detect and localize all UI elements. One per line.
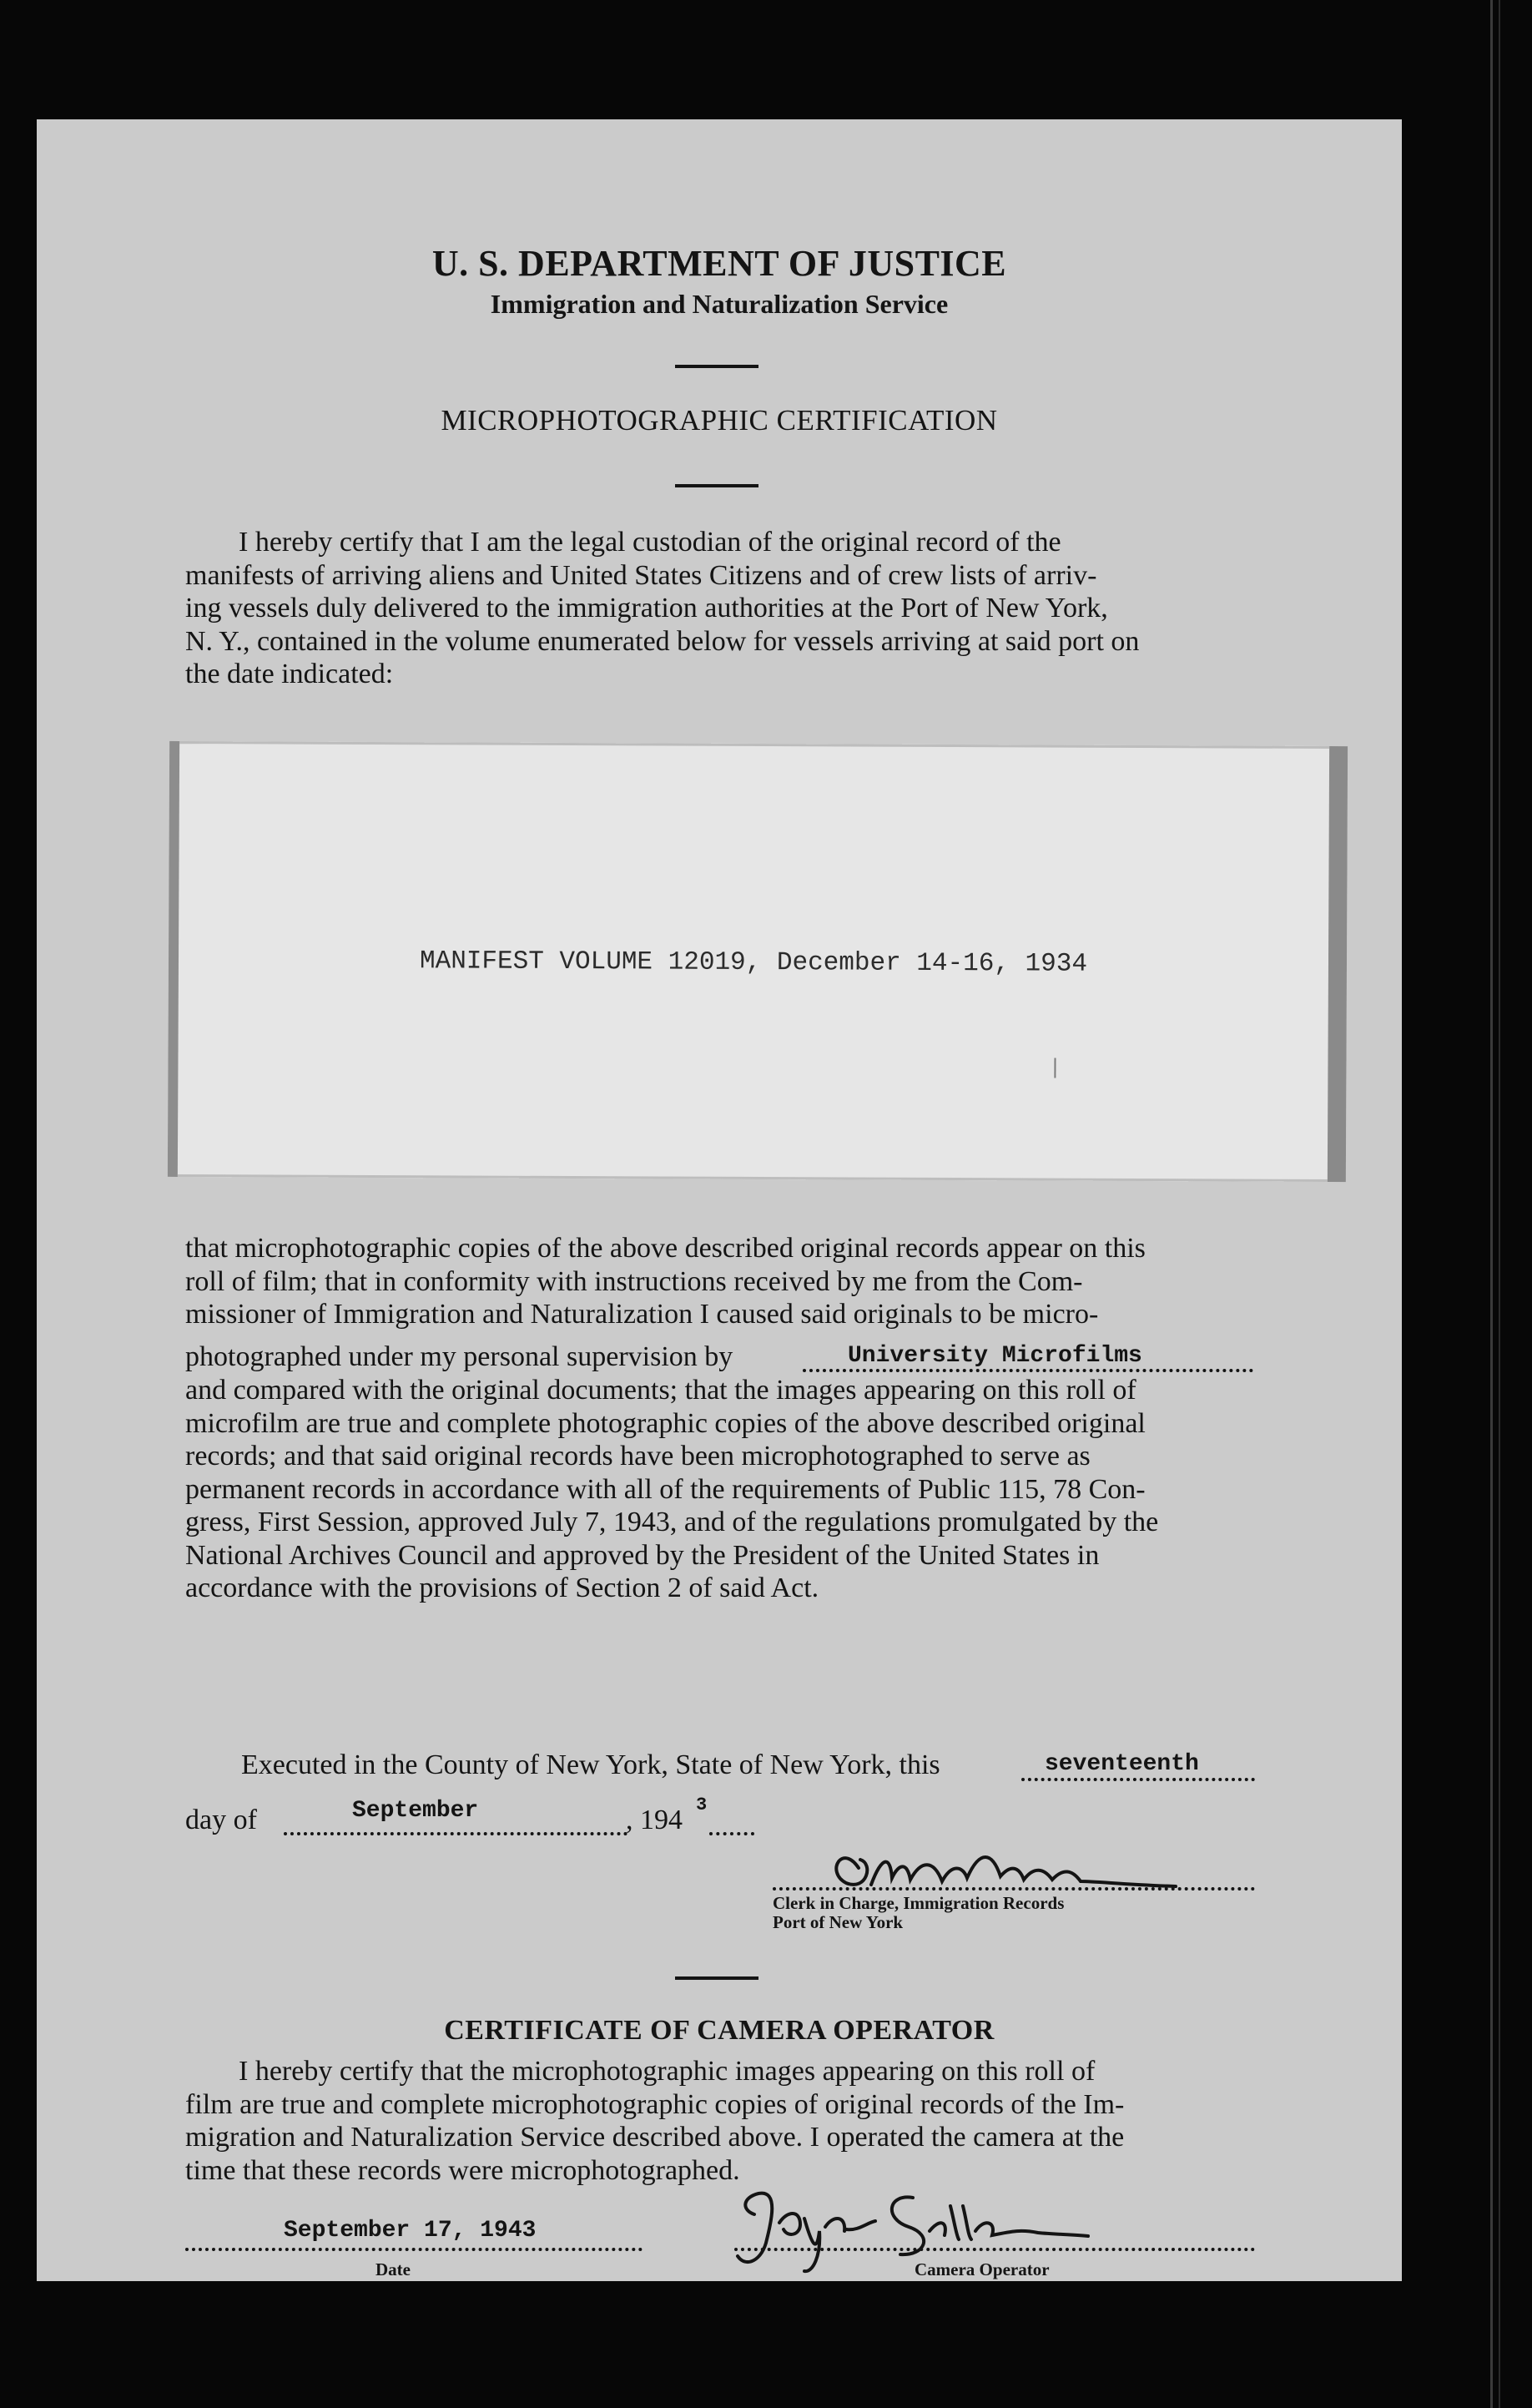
body-line: missioner of Immigration and Naturalization I caused said originals to be micro-: [185, 1299, 1099, 1330]
clerk-office: Port of New York: [773, 1912, 904, 1932]
body-line: roll of film; that in conformity with instructions received by me from the Com-: [185, 1265, 1083, 1297]
statement-line: ing vessels duly delivered to the immigration authorities at the Port of New York,: [185, 593, 1108, 623]
operator-label: Camera Operator: [915, 2259, 1050, 2279]
body-line: that microphotographic copies of the above described original records appear on this: [185, 1233, 1146, 1264]
camera-line: migration and Naturalization Service described above. I operated the camera at the: [185, 2122, 1125, 2153]
film-edge-line: [1499, 0, 1500, 2408]
month-blank: [284, 1832, 627, 1835]
year-digit: 3: [696, 1795, 708, 1815]
certificate-sheet: [37, 119, 1402, 2281]
card-mark: [1054, 1058, 1056, 1078]
day-of-label: day of: [185, 1805, 257, 1835]
body-line: accordance with the provisions of Section 2 of said Act.: [185, 1573, 819, 1603]
body-line: microfilm are true and complete photographic copies of the above described original: [185, 1407, 1146, 1439]
statement-line: N. Y., contained in the volume enumerated below for vessels arriving at said port on: [185, 625, 1140, 657]
body-line: and compared with the original documents; that the images appearing on this roll of: [185, 1375, 1136, 1406]
certification-body-top: [185, 1232, 1253, 1331]
date-line: [185, 2248, 643, 2251]
agency-subtitle: Immigration and Naturalization Service: [490, 289, 949, 319]
camera-date: September 17, 1943: [284, 2218, 537, 2244]
volume-card: [168, 741, 1348, 1182]
custodian-statement: [185, 526, 1253, 691]
supervision-line: [185, 1341, 733, 1373]
statement-line: manifests of arriving aliens and United States Citizens and of crew lists of arriv-: [185, 559, 1097, 591]
photographer-blank: [803, 1369, 1253, 1372]
divider-rule: [675, 365, 758, 368]
camera-certificate-text: [185, 2055, 1253, 2187]
body-line: National Archives Council and approved by the President of the United States in: [185, 1539, 1100, 1571]
clerk-title: Clerk in Charge, Immigration Records: [773, 1893, 1065, 1913]
divider-rule: [675, 484, 758, 487]
month-value: September: [352, 1798, 479, 1824]
camera-line: I hereby certify that the microphotographic images appearing on this roll of: [239, 2056, 1096, 2087]
film-edge-line: [1490, 0, 1493, 2408]
statement-line: the date indicated:: [185, 659, 394, 689]
year-prefix: , 194: [626, 1805, 683, 1835]
statement-line: I hereby certify that I am the legal custodian of the original record of the: [239, 527, 1061, 558]
day-ordinal: seventeenth: [1045, 1751, 1199, 1777]
certification-body-bottom: [185, 1374, 1253, 1605]
camera-certificate-heading: CERTIFICATE OF CAMERA OPERATOR: [444, 2015, 995, 2046]
camera-line: time that these records were microphotographed.: [185, 2154, 740, 2186]
supervision-prefix: photographed under my personal supervision by: [185, 1341, 733, 1372]
divider-rule: [675, 1976, 758, 1980]
year-blank: [709, 1832, 754, 1835]
department-title: U. S. DEPARTMENT OF JUSTICE: [431, 243, 1007, 284]
clerk-signature: [809, 1826, 1242, 1901]
volume-label: MANIFEST VOLUME 12019, December 14-16, 1934: [419, 947, 1088, 979]
certification-title: MICROPHOTOGRAPHIC CERTIFICATION: [441, 404, 998, 437]
date-label: Date: [375, 2259, 411, 2279]
body-line: records; and that said original records have been microphotographed to serve as: [185, 1441, 1091, 1472]
photographer-name: University Microfilms: [848, 1343, 1142, 1369]
execution-prefix: Executed in the County of New York, State of New York, this: [241, 1749, 940, 1780]
camera-line: film are true and complete microphotographic copies of original records of the Im-: [185, 2088, 1125, 2120]
body-line: permanent records in accordance with all of the requirements of Public 115, 78 Con-: [185, 1473, 1146, 1505]
body-line: gress, First Session, approved July 7, 1943, and of the regulations promulgated by the: [185, 1507, 1159, 1537]
day-blank: [1021, 1778, 1255, 1781]
